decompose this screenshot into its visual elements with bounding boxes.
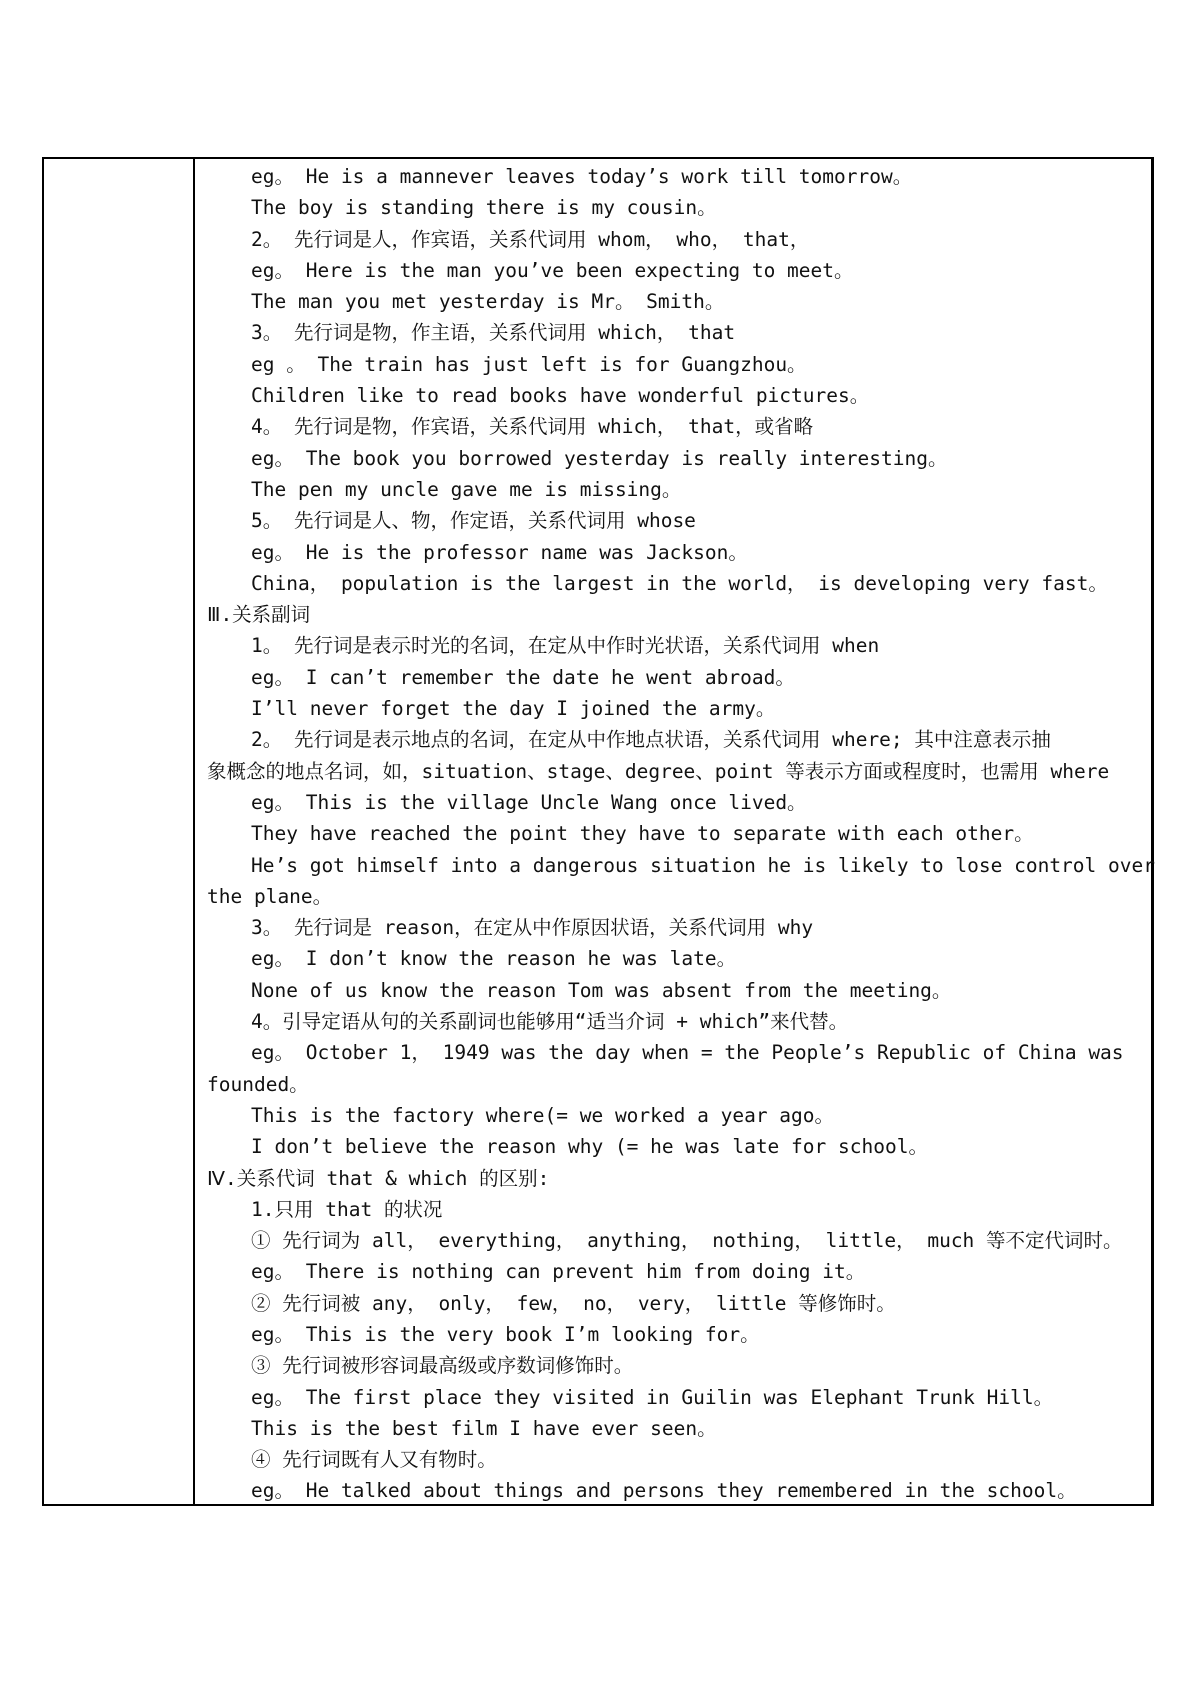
text-line: I don’t believe the reason why (= he was late for school。 bbox=[251, 1135, 928, 1159]
column-divider bbox=[193, 159, 195, 1504]
text-line: 2。 先行词是表示地点的名词，在定从中作地点状语，关系代词用 where; 其中注意表示抽 bbox=[251, 728, 1051, 752]
text-line: 5。 先行词是人、物，作定语，关系代词用 whose bbox=[251, 509, 696, 533]
text-line: Ⅳ.关系代词 that & which 的区别: bbox=[207, 1166, 550, 1190]
text-line: I’ll never forget the day I joined the army。 bbox=[251, 697, 776, 721]
text-line: This is the best film I have ever seen。 bbox=[251, 1416, 717, 1440]
document-table bbox=[42, 157, 1154, 1506]
text-line: eg。 The book you borrowed yesterday is really interesting。 bbox=[251, 446, 948, 470]
text-line: eg。 Here is the man you’ve been expecting to meet。 bbox=[251, 258, 854, 282]
text-line: eg。 I can’t remember the date he went abroad。 bbox=[251, 665, 795, 689]
text-line: ② 先行词被 any， only， few， no， very， little 等修饰时。 bbox=[251, 1291, 896, 1315]
text-line: eg。 He is the professor name was Jackson。 bbox=[251, 540, 748, 564]
text-line: The pen my uncle gave me is missing。 bbox=[251, 477, 682, 501]
text-line: Children like to read books have wonderful pictures。 bbox=[251, 384, 870, 408]
text-line: eg。 This is the very book I’m looking for。 bbox=[251, 1322, 760, 1346]
text-line: They have reached the point they have to separate with each other。 bbox=[251, 822, 1034, 846]
text-line: Ⅲ.关系副词 bbox=[207, 603, 311, 627]
text-line: 1。 先行词是表示时光的名词，在定从中作时光状语，关系代词用 when bbox=[251, 634, 880, 658]
text-line: founded。 bbox=[207, 1072, 309, 1096]
text-line: 3。 先行词是 reason，在定从中作原因状语，关系代词用 why bbox=[251, 916, 814, 940]
text-line: 象概念的地点名词，如，situation、stage、degree、point 等表示方面或程度时，也需用 where bbox=[207, 759, 1110, 783]
text-line: None of us know the reason Tom was absent from the meeting。 bbox=[251, 978, 952, 1002]
text-line: eg。 There is nothing can prevent him from doing it。 bbox=[251, 1260, 866, 1284]
text-line: eg 。 The train has just left is for Guangzhou。 bbox=[251, 352, 807, 376]
text-line: 1.只用 that 的状况 bbox=[251, 1197, 443, 1221]
text-line: eg。 This is the village Uncle Wang once lived。 bbox=[251, 790, 807, 814]
text-line: 4。引导定语从句的关系副词也能够用“适当介词 + which”来代替。 bbox=[251, 1010, 849, 1034]
text-line: China， population is the largest in the world， is developing very fast。 bbox=[251, 571, 1108, 595]
text-line: This is the factory where(= we worked a year ago。 bbox=[251, 1103, 835, 1127]
text-line: eg。 He talked about things and persons they remembered in the school。 bbox=[251, 1479, 1077, 1503]
text-line: eg。 He is a mannever leaves today’s work till tomorrow。 bbox=[251, 165, 913, 188]
text-line: ④ 先行词既有人又有物时。 bbox=[251, 1448, 497, 1472]
text-line: The man you met yesterday is Mr。 Smith。 bbox=[251, 290, 725, 314]
text-line: 3。 先行词是物，作主语，关系代词用 which， that bbox=[251, 321, 736, 345]
text-line: The boy is standing there is my cousin。 bbox=[251, 196, 717, 220]
notes-content bbox=[207, 161, 1155, 1507]
text-line: ③ 先行词被形容词最高级或序数词修饰时。 bbox=[251, 1354, 634, 1378]
text-line: eg。 October 1， 1949 was the day when = the People’s Republic of China was bbox=[251, 1041, 1124, 1065]
text-line: eg。 I don’t know the reason he was late。 bbox=[251, 947, 737, 971]
text-line: the plane。 bbox=[207, 884, 333, 908]
text-line: ① 先行词为 all， everything， anything， nothing， little， much 等不定代词时。 bbox=[251, 1229, 1123, 1253]
text-line: eg。 The first place they visited in Guilin was Elephant Trunk Hill。 bbox=[251, 1385, 1054, 1409]
text-line: 4。 先行词是物，作宾语，关系代词用 which， that，或省略 bbox=[251, 415, 814, 439]
text-line: He’s got himself into a dangerous situation he is likely to lose control over bbox=[251, 853, 1155, 877]
text-line: 2。 先行词是人，作宾语，关系代词用 whom， who， that， bbox=[251, 227, 810, 251]
